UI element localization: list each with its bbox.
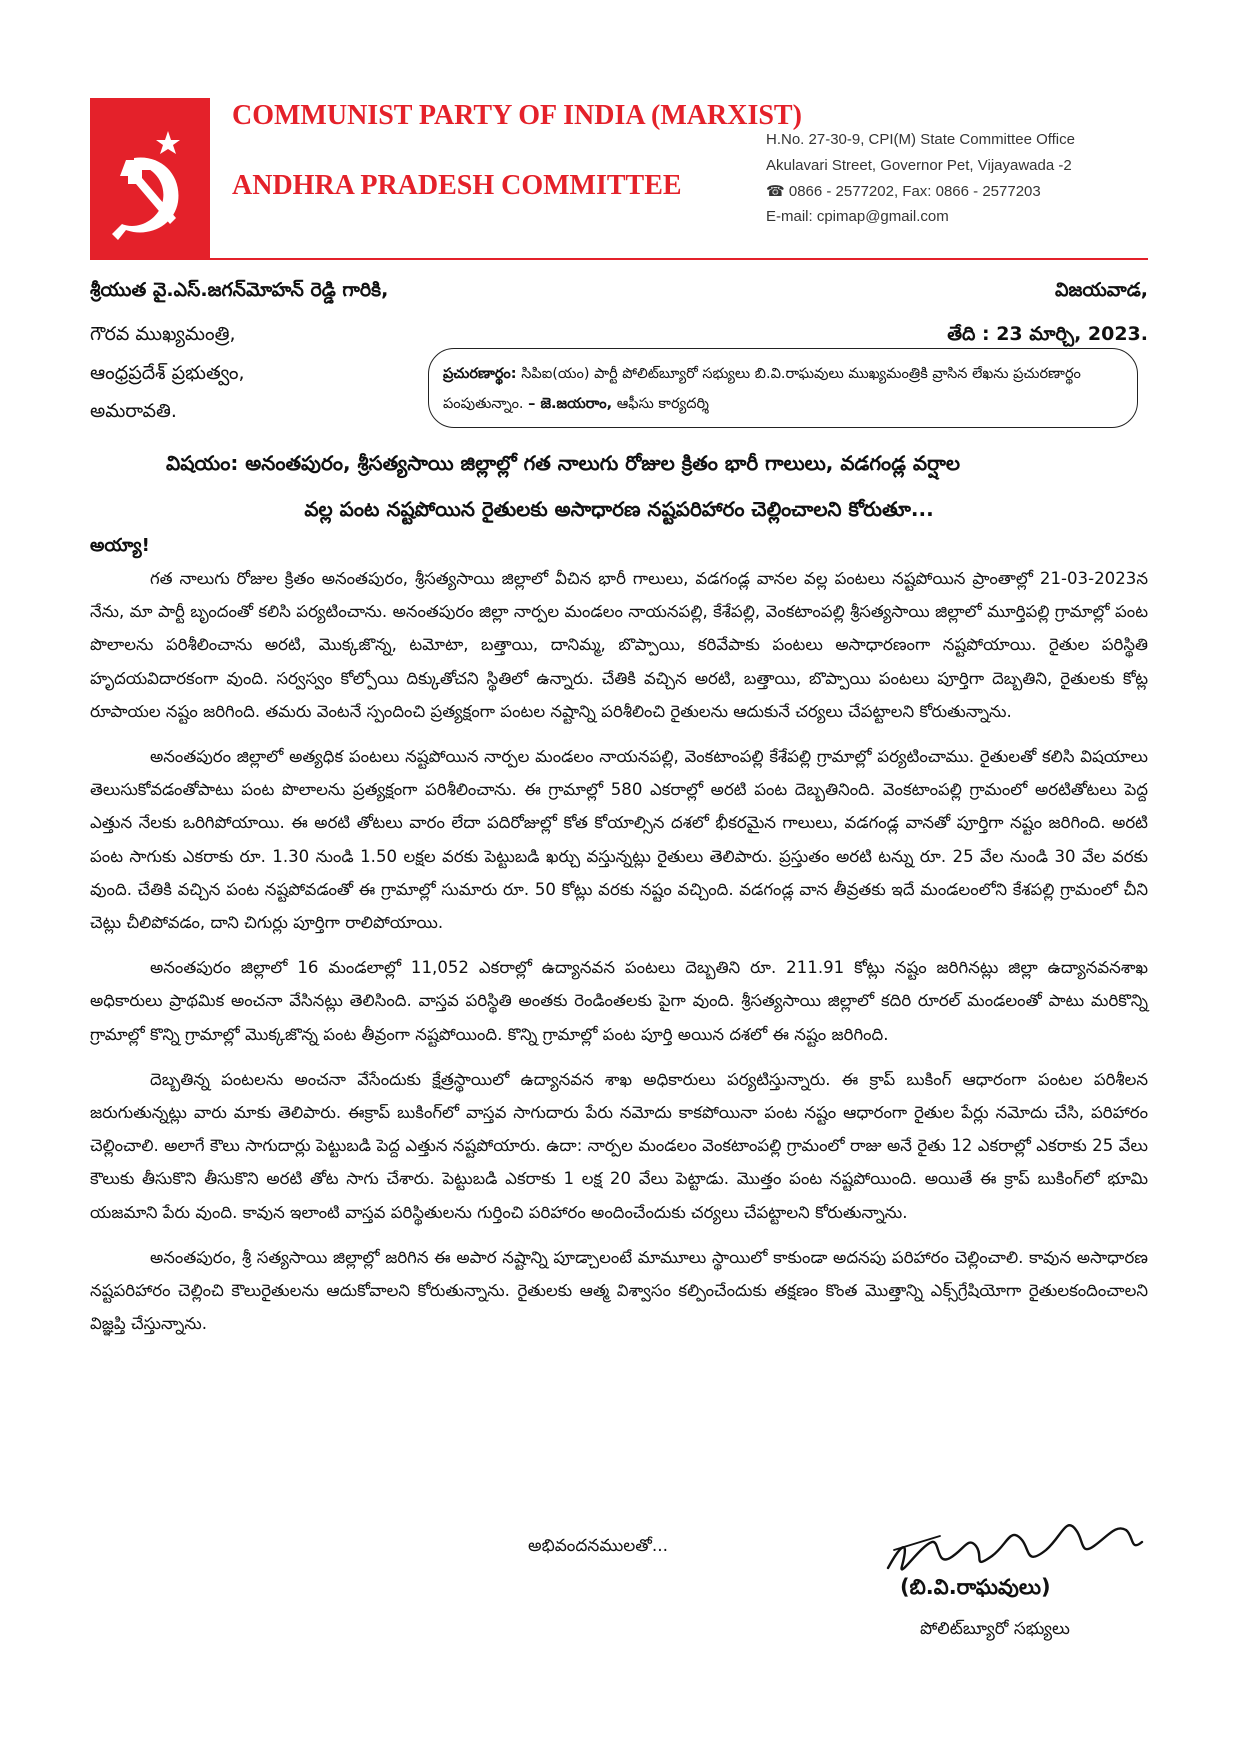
body-paragraph: అనంతపురం జిల్లాలో 16 మండలాల్లో 11,052 ఎకరాల్లో ఉద్యానవన పంటలు దెబ్బతిని రూ. 211.91 కోట్లు నష్టం జరిగినట్లు జిల్లా ఉద్యానవనశాఖ అధికారులు ప్రాథమిక అంచనా వేసినట్లు తెలిసింది. వాస్తవ పరిస్థితి అంతకు రెండింతలకు పైగా వుంది. శ్రీసత్యసాయి జిల్లాలో కదిరి రూరల్ మండలంతో పాటు మరికొన్ని గ్రామాల్లో కొన్ని గ్రామాల్లో మొక్కజొన్న పంట తీవ్రంగా నష్టపోయింది. కొన్ని గ్రామాల్లో పంట పూర్తి అయిన దశలో ఈ నష్టం జరిగింది.: [90, 958, 1148, 1044]
email-address: E-mail: cpimap@gmail.com: [766, 208, 949, 225]
subject-line-2: వల్ల పంట నష్టపోయిన రైతులకు అసాధారణ నష్టపరిహారం చెల్లించాలని కోరుతూ...: [304, 497, 934, 521]
press-note-text: సిపిఐ(యం) పార్టీ పోలిట్‌బ్యూరో సభ్యులు బి.వి.రాఘవులు ముఖ్యమంత్రికి వ్రాసిన లేఖను ప్రచురణార్థం పంపుతున్నాం.: [443, 366, 1081, 412]
addressee-designation: గౌరవ ముఖ్యమంత్రి,: [90, 323, 236, 345]
hammer-sickle-star-icon: [90, 98, 210, 258]
letter-body: [90, 562, 1148, 1352]
letter-date: తేది : 23 మార్చి, 2023.: [947, 323, 1148, 345]
press-note-signer-role: ఆఫీసు కార్యదర్శి: [616, 396, 709, 412]
addressee-government: ఆంధ్రప్రదేశ్ ప్రభుత్వం,: [90, 362, 245, 384]
press-note-signer: – జె.జయరాం,: [528, 396, 613, 412]
committee-name: ANDHRA PRADESH COMMITTEE: [232, 170, 682, 201]
handwritten-signature: [880, 1506, 1150, 1586]
addressee-city: అమరావతి.: [90, 400, 177, 422]
org-name: COMMUNIST PARTY OF INDIA (MARXIST): [232, 100, 802, 131]
closing: అభివందనములతో...: [528, 1536, 669, 1556]
signatory-name: (బి.వి.రాఘవులు): [900, 1575, 1051, 1599]
subject: [90, 440, 1148, 532]
addressee-name: శ్రీయుత వై.ఎస్.జగన్‌మోహన్ రెడ్డి గారికి,: [90, 279, 389, 301]
subject-line-1: విషయం: అనంతపురం, శ్రీసత్యసాయి జిల్లాల్లో గత నాలుగు రోజుల క్రితం భారీ గాలులు, వడగండ్ల వర్షాల: [166, 451, 961, 475]
body-paragraph: అనంతపురం జిల్లాలో అత్యధిక పంటలు నష్టపోయిన నార్పల మండలం నాయనపల్లి, వెంకటాంపల్లి కేశేపల్లి గ్రామాల్లో పర్యటించాము. రైతులతో కలిసి విషయాలు తెలుసుకోవడంతోపాటు పంట పొలాలను ప్రత్యక్షంగా పరిశీలించాను. ఈ గ్రామాల్లో 580 ఎకరాల్లో అరటి పంట దెబ్బతినింది. వెంకటాంపల్లి గ్రామంలో అరటితోటలు పెద్ద ఎత్తున నేలకు ఒరిగిపోయాయి. ఈ అరటి తోటలు వారం లేదా పదిరోజుల్లో కోత కోయాల్సిన దశలో భీకరమైన గాలులు, వడగండ్ల వానతో పూర్తిగా నష్టం జరిగింది. అరటి పంట సాగుకు ఎకరాకు రూ. 1.30 నుండి 1.50 లక్షల వరకు పెట్టుబడి ఖర్చు వస్తున్నట్లు రైతులు తెలిపారు. ప్రస్తుతం అరటి టన్ను రూ. 25 వేల నుండి 30 వేల వరకు వుంది. చేతికి వచ్చిన పంట నష్టపోవడంతో ఈ గ్రామాల్లో సుమారు రూ. 50 కోట్లు వరకు నష్టం వచ్చింది. వడగండ్ల వాన తీవ్రతకు ఇదే మండలంలోని కేశపల్లి గ్రామంలో చీని చెట్లు చీలిపోవడం, దాని చిగుర్లు పూర్తిగా రాలిపోయాయి.: [90, 747, 1148, 933]
letterhead: [90, 98, 1148, 258]
press-note-box: [428, 348, 1138, 428]
party-logo: [90, 98, 210, 258]
letterhead-rule: [90, 258, 1148, 260]
signatory-title: పోలిట్‌బ్యూరో సభ్యులు: [920, 1619, 1070, 1639]
press-note-label: ప్రచురణార్థం:: [443, 366, 517, 382]
body-paragraph: దెబ్బతిన్న పంటలను అంచనా వేసేందుకు క్షేత్రస్థాయిలో ఉద్యానవన శాఖ అధికారులు పర్యటిస్తున్నారు. ఈ క్రాప్ బుకింగ్ ఆధారంగా పంటల పరిశీలన జరుగుతున్నట్లు వారు మాకు తెలిపారు. ఈక్రాప్ బుకింగ్‌లో వాస్తవ సాగుదారు పేరు నమోదు కాకపోయినా పంట నష్టం ఆధారంగా రైతుల పేర్లు నమోదు చేసి, పరిహారం చెల్లించాలి. అలాగే కౌలు సాగుదార్లు పెట్టుబడి పెద్ద ఎత్తున నష్టపోయారు. ఉదా: నార్పల మండలం వెంకటాంపల్లి గ్రామంలో రాజు అనే రైతు 12 ఎకరాల్లో ఎకరాకు 25 వేలు కౌలుకు తీసుకొని తీసుకొని అరటి తోట సాగు చేశారు. పెట్టుబడి ఎకరాకు 1 లక్ష 20 వేలు పెట్టాడు. మొత్తం పంట నష్టపోయింది. అయితే ఈ క్రాప్ బుకింగ్‌లో భూమి యజమాని పేరు వుంది. కావున ఇలాంటి వాస్తవ పరిస్థితులను గుర్తించి పరిహారం అందించేందుకు చర్యలు చేపట్టాలని కోరుతున్నాను.: [90, 1069, 1148, 1222]
salutation: అయ్యా!: [90, 535, 150, 556]
address-line-1: H.No. 27-30-9, CPI(M) State Committee Office: [766, 131, 1075, 148]
place: విజయవాడ,: [1054, 279, 1148, 301]
body-paragraph: అనంతపురం, శ్రీ సత్యసాయి జిల్లాల్లో జరిగిన ఈ అపార నష్టాన్ని పూడ్చాలంటే మామూలు స్థాయిలో కాకుండా అదనపు పరిహారం చెల్లించాలి. కావున అసాధారణ నష్టపరిహారం చెల్లించి కౌలురైతులను ఆదుకోవాలని కోరుతున్నాను. రైతులకు ఆత్మ విశ్వాసం కల్పించేందుకు తక్షణం కొంత మొత్తాన్ని ఎక్స్‌గ్రేషియోగా రైతులకందించాలని విజ్ఞప్తి చేస్తున్నాను.: [90, 1247, 1148, 1334]
phone-fax: ☎ 0866 - 2577202, Fax: 0866 - 2577203: [766, 183, 1041, 200]
address-line-2: Akulavari Street, Governor Pet, Vijayawada -2: [766, 157, 1072, 174]
body-paragraph: గత నాలుగు రోజుల క్రితం అనంతపురం, శ్రీసత్యసాయి జిల్లాలో వీచిన భారీ గాలులు, వడగండ్ల వానల వల్ల పంటలు నష్టపోయిన ప్రాంతాల్లో 21-03-2023న నేను, మా పార్టీ బృందంతో కలిసి పర్యటించాను. అనంతపురం జిల్లా నార్పల మండలం నాయనపల్లి, కేశేపల్లి, వెంకటాంపల్లి శ్రీసత్యసాయి జిల్లాలో మూర్తిపల్లి గ్రామాల్లో పంట పొలాలను పరిశీలించాను అరటి, మొక్కజొన్న, టమోటా, బత్తాయి, దానిమ్మ, బొప్పాయి, కరివేపాకు పంటలు అసాధారణంగా నష్టపోయాయి. రైతుల పరిస్థితి హృదయవిదారకంగా వుంది. సర్వస్వం కోల్పోయి దిక్కుతోచని స్థితిలో ఉన్నారు. చేతికి వచ్చిన అరటి, బత్తాయి, బొప్పాయి పంటలు పూర్తిగా దెబ్బతిని, రైతులకు కోట్ల రూపాయల నష్టం జరిగింది. తమరు వెంటనే స్పందించి ప్రత్యక్షంగా పంటల నష్టాన్ని పరిశీలించి రైతులను ఆదుకునే చర్యలు చేపట్టాలని కోరుతున్నాను.: [90, 569, 1148, 721]
